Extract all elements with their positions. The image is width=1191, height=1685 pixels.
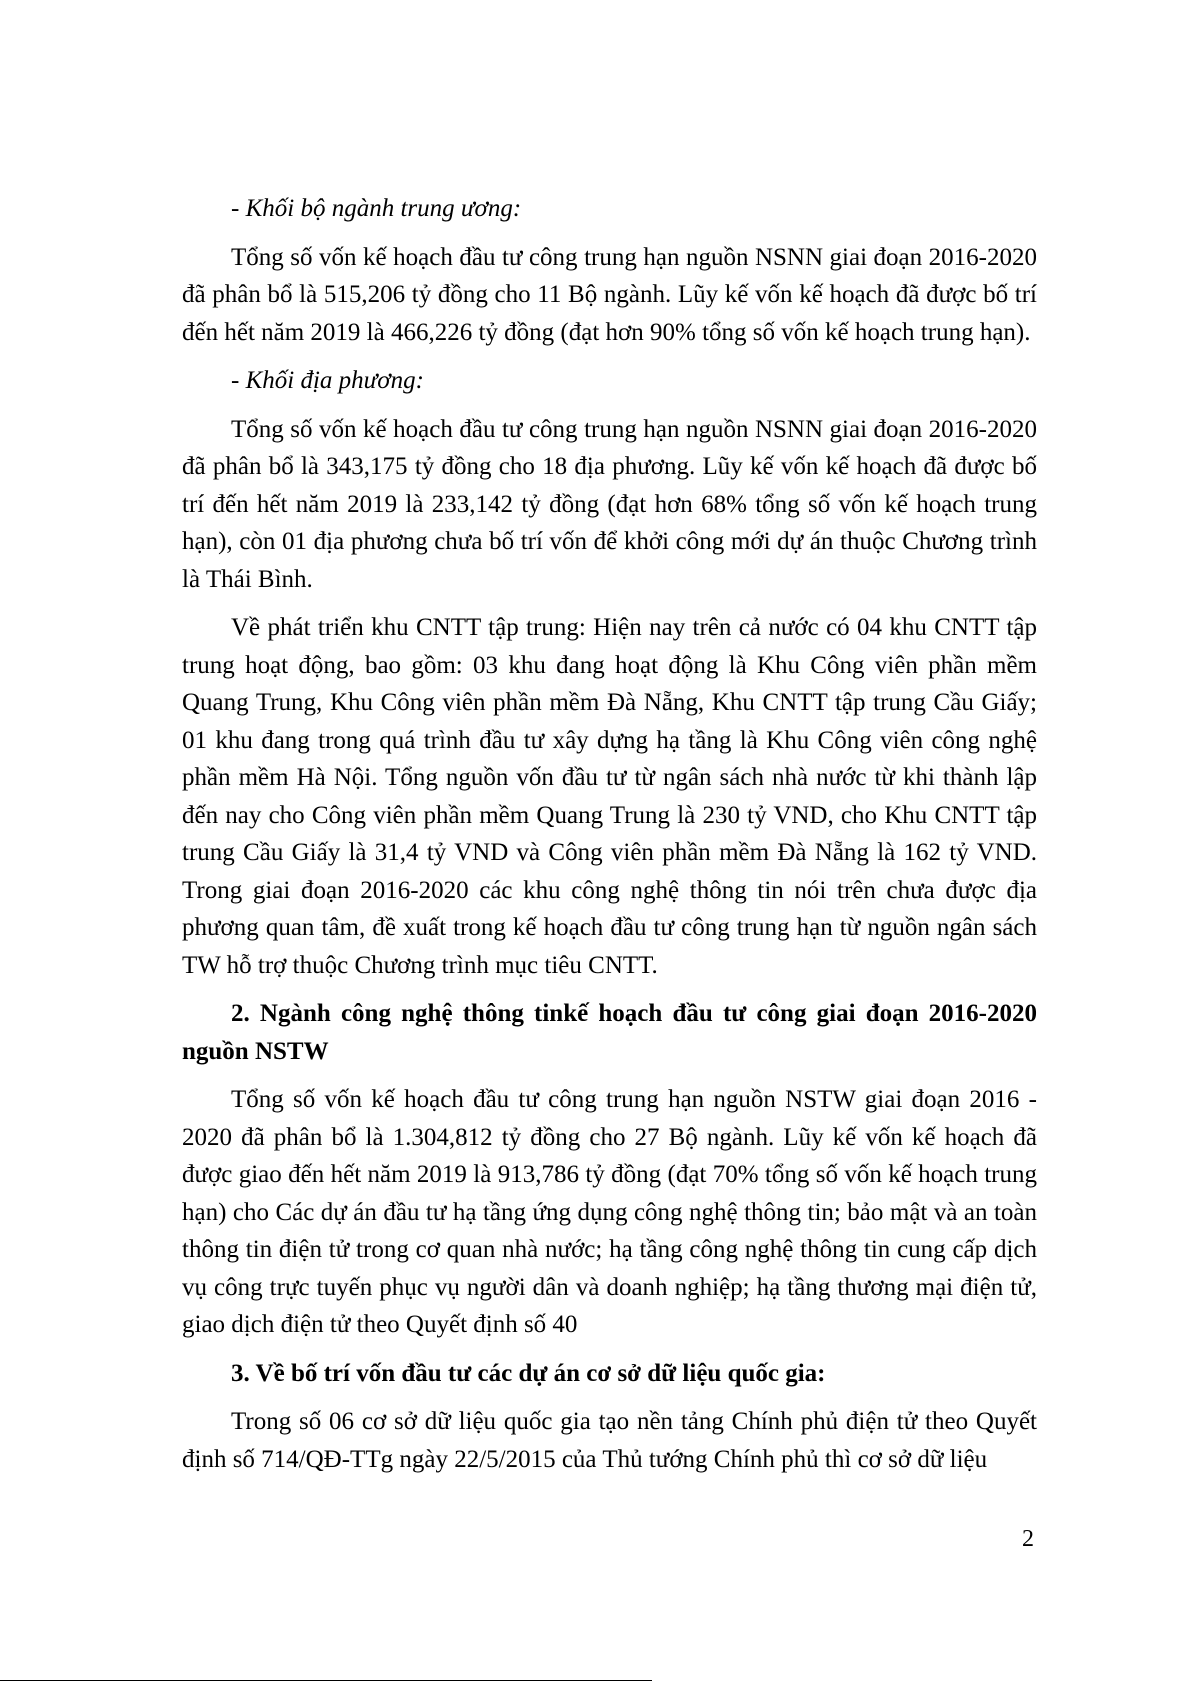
subheading-localities: - Khối địa phương: bbox=[231, 367, 424, 394]
footer-rule bbox=[0, 1680, 652, 1681]
page-number: 2 bbox=[1022, 1526, 1034, 1552]
heading-section-2: 2. Ngành công nghệ thông tinkế hoạch đầu tư công giai đoạn 2016-2020 nguồn NSTW bbox=[182, 1000, 1037, 1065]
paragraph-it-parks: Về phát triển khu CNTT tập trung: Hiện nay trên cả nước có 04 khu CNTT tập trung hoạt động, bao gồm: 03 khu đang hoạt động là Khu Công viên phần mềm Quang Trung, Khu Công viên phần mềm Đà Nẵng, Khu CNTT tập trung Cầu Giấy; 01 khu đang trong quá trình đầu tư xây dựng hạ tầng là Khu Công viên công nghệ phần mềm Hà Nội. Tổng nguồn vốn đầu tư từ ngân sách nhà nước từ khi thành lập đến nay cho Công viên phần mềm Quang Trung là 230 tỷ VND, cho Khu CNTT tập trung Cầu Giấy là 31,4 tỷ VND và Công viên phần mềm Đà Nẵng là 162 tỷ VND. Trong giai đoạn 2016-2020 các khu công nghệ thông tin nói trên chưa được địa phương quan tâm, đề xuất trong kế hoạch đầu tư công trung hạn từ nguồn ngân sách TW hỗ trợ thuộc Chương trình mục tiêu CNTT. bbox=[182, 614, 1037, 979]
paragraph-section-3: Trong số 06 cơ sở dữ liệu quốc gia tạo nền tảng Chính phủ điện tử theo Quyết định số 714/QĐ-TTg ngày 22/5/2015 của Thủ tướng Chính phủ thì cơ sở dữ liệu bbox=[182, 1408, 1037, 1473]
heading-section-3: 3. Về bố trí vốn đầu tư các dự án cơ sở dữ liệu quốc gia: bbox=[231, 1359, 826, 1387]
paragraph-localities: Tổng số vốn kế hoạch đầu tư công trung hạn nguồn NSNN giai đoạn 2016-2020 đã phân bổ là 343,175 tỷ đồng cho 18 địa phương. Lũy kế vốn kế hoạch đã được bố trí đến hết năm 2019 là 233,142 tỷ đồng (đạt hơn 68% tổng số vốn kế hoạch trung hạn), còn 01 địa phương chưa bố trí vốn để khởi công mới dự án thuộc Chương trình là Thái Bình. bbox=[182, 415, 1037, 593]
subheading-central-ministries: - Khối bộ ngành trung ương: bbox=[231, 195, 522, 222]
page-content bbox=[182, 190, 1037, 1489]
paragraph-central-ministries: Tổng số vốn kế hoạch đầu tư công trung hạn nguồn NSNN giai đoạn 2016-2020 đã phân bổ là 515,206 tỷ đồng cho 11 Bộ ngành. Lũy kế vốn kế hoạch đã được bố trí đến hết năm 2019 là 466,226 tỷ đồng (đạt hơn 90% tổng số vốn kế hoạch trung hạn). bbox=[182, 243, 1037, 346]
paragraph-section-2: Tổng số vốn kế hoạch đầu tư công trung hạn nguồn NSTW giai đoạn 2016 - 2020 đã phân bổ là 1.304,812 tỷ đồng cho 27 Bộ ngành. Lũy kế vốn kế hoạch đã được giao đến hết năm 2019 là 913,786 tỷ đồng (đạt 70% tổng số vốn kế hoạch trung hạn) cho Các dự án đầu tư hạ tầng ứng dụng công nghệ thông tin; bảo mật và an toàn thông tin điện tử trong cơ quan nhà nước; hạ tầng công nghệ thông tin cung cấp dịch vụ công trực tuyến phục vụ người dân và doanh nghiệp; hạ tầng thương mại điện tử, giao dịch điện tử theo Quyết định số 40 bbox=[182, 1086, 1037, 1338]
